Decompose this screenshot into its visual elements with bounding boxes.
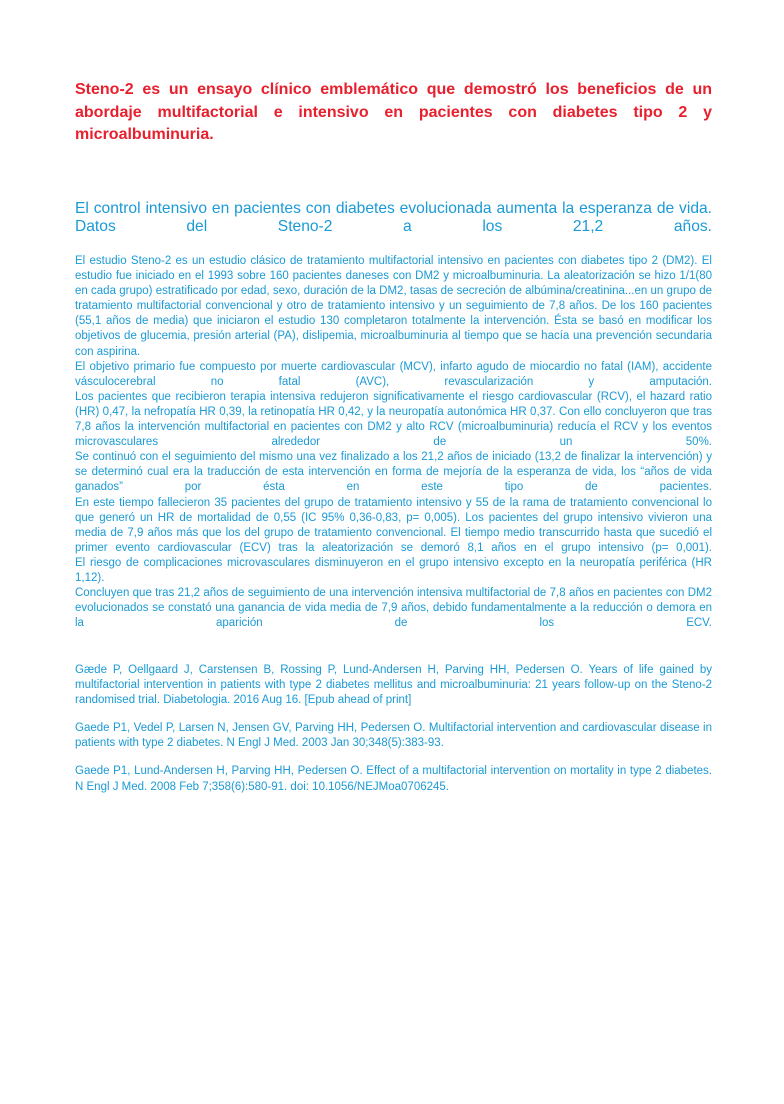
- body-paragraph-primary-endpoint: El objetivo primario fue compuesto por muerte cardiovascular (MCV), infarto agudo de miocardio no fatal (IAM), accidente vásculocerebral no fatal (AVC), revascularización y amputación.: [75, 360, 712, 388]
- body-paragraph-intro: El estudio Steno-2 es un estudio clásico de tratamiento multifactorial intensivo en pacientes con diabetes tipo 2 (DM2). El estudio fue iniciado en el 1993 sobre 160 pacientes daneses con DM2 y microalbuminuria. La aleatorización se hizo 1/1(80 en cada grupo) estratificado por edad, sexo, duración de la DM2, tasas de secreción de albúmina/creatinina...en un grupo de tratamiento multifactorial convencional y otro de tratamiento intensivo y un seguimiento de 7,8 años. De los 160 pacientes (55,1 años de media) que iniciaron el estudio 130 completaron totalmente la intervención. Ésta se basó en modificar los objetivos de glucemia, presión arterial (PA), dislipemia, microalbuminuria al tiempo que se hacía una prevención secundaria con aspirina.: [75, 255, 712, 358]
- headline: Steno-2 es un ensayo clínico emblemático que demostró los beneficios de un abordaje multifactorial e intensivo en pacientes con diabetes tipo 2 y microalbuminuria.: [75, 81, 712, 143]
- references: [75, 663, 712, 808]
- reference-item: Gaede P1, Lund-Andersen H, Parving HH, Pedersen O. Effect of a multifactorial intervention on mortality in type 2 diabetes. N Engl J Med. 2008 Feb 7;358(6):580-91. doi: 10.1056/NEJMoa0706245.: [75, 765, 712, 793]
- body-paragraph-microvascular: El riesgo de complicaciones microvasculares disminuyeron en el grupo intensivo excepto en la neuropatía periférica (HR 1,12).: [75, 556, 712, 584]
- subheadline: El control intensivo en pacientes con diabetes evolucionada aumenta la esperanza de vida. Datos del Steno-2 a los 21,2 años.: [75, 200, 712, 235]
- body-paragraph-follow-up: Se continuó con el seguimiento del mismo una vez finalizado a los 21,2 años de iniciado (13,2 de finalizar la intervención) y se determinó cual era la traducción de esta intervención en forma de mejoría de la esperanza de vida, los “años de vida ganados” por ésta en este tipo de pacientes.: [75, 451, 712, 494]
- body-paragraph-results: Los pacientes que recibieron terapia intensiva redujeron significativamente el riesgo cardiovascular (RCV), el hazard ratio (HR) 0,47, la nefropatía HR 0,39, la retinopatía HR 0,42, y la neuropatía autonómica HR 0,37. Con ello concluyeron que tras 7,8 años la intervención multifactorial en pacientes con DM2 y alto RCV (microalbuminuria) reducía el RCV y los eventos microvasculares alrededor de un 50%.: [75, 390, 712, 449]
- reference-item: Gæde P, Oellgaard J, Carstensen B, Rossing P, Lund-Andersen H, Parving HH, Pedersen O. Years of life gained by multifactorial intervention in patients with type 2 diabetes mellitus and microalbuminuria: 21 years follow-up on the Steno-2 randomised trial. Diabetologia. 2016 Aug 16. [Epub ahead of print]: [75, 664, 712, 707]
- body-paragraph-conclusion: Concluyen que tras 21,2 años de seguimiento de una intervención intensiva multifactorial de 7,8 años en pacientes con DM2 evolucionados se constató una ganancia de vida media de 7,9 años, debido fundamentalmente a la reducción o demora en la aparición de los ECV.: [75, 587, 712, 630]
- body-paragraph-mortality: En este tiempo fallecieron 35 pacientes del grupo de tratamiento intensivo y 55 de la rama de tratamiento convencional lo que generó un HR de mortalidad de 0,55 (IC 95% 0,36-0,83, p= 0,005). Los pacientes del grupo intensivo vivieron una media de 7,9 años más que los del grupo de tratamiento convencional. El tiempo medio transcurrido hasta que sucedió el primer evento cardiovascular (ECV) tras la aleatorización se demoró 8,1 años en el grupo intensivo (p= 0,001).: [75, 496, 712, 554]
- reference-item: Gaede P1, Vedel P, Larsen N, Jensen GV, Parving HH, Pedersen O. Multifactorial intervention and cardiovascular disease in patients with type 2 diabetes. N Engl J Med. 2003 Jan 30;348(5):383-93.: [75, 722, 712, 750]
- article-body: [75, 254, 712, 631]
